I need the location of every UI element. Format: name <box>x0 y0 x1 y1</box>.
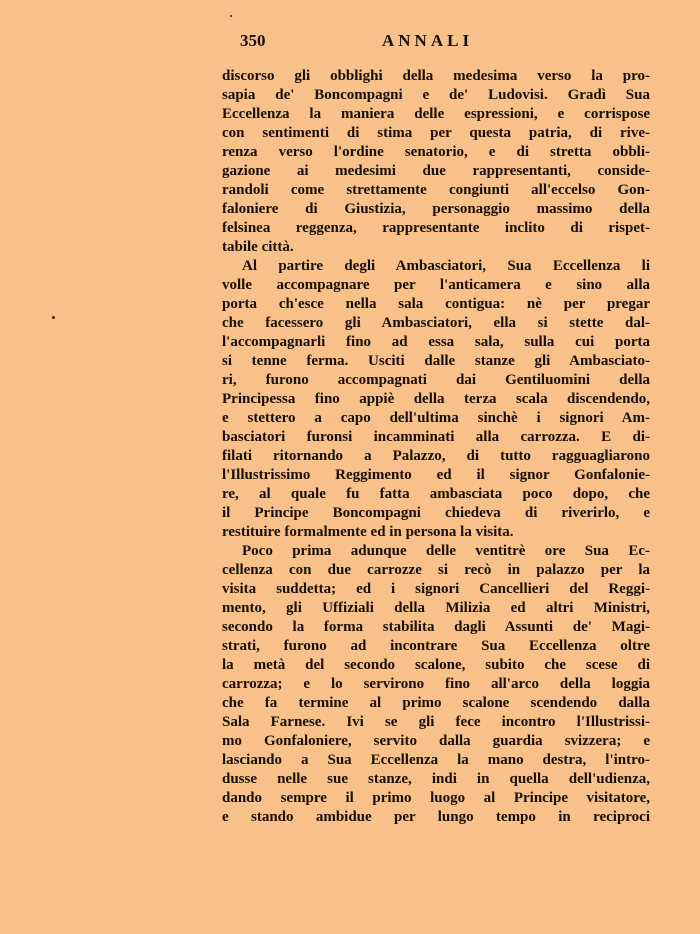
text-line: cellenza con due carrozze si recò in palazzo per la <box>222 562 650 578</box>
text-line: Principessa fino appiè della terza scala discendendo, <box>222 391 650 407</box>
text-line: Al partire degli Ambasciatori, Sua Eccellenza li <box>242 258 650 274</box>
text-line: e stando ambidue per lungo tempo in reciproci <box>222 809 650 825</box>
text-line: strati, furono ad incontrare Sua Eccellenza oltre <box>222 638 650 654</box>
text-line: re, al quale fu fatta ambasciata poco dopo, che <box>222 486 650 502</box>
text-line: tabile città. <box>222 239 294 255</box>
body-text <box>222 67 650 827</box>
text-line: gazione ai medesimi due rappresentanti, conside- <box>222 163 650 179</box>
text-line: che facessero gli Ambasciatori, ella si stette dal- <box>222 315 650 331</box>
text-line: la metà del secondo scalone, subito che scese di <box>222 657 650 673</box>
text-line: il Principe Boncompagni chiedeva di riverirlo, e <box>222 505 650 521</box>
print-speck <box>230 15 232 17</box>
text-line: secondo la forma stabilita dagli Assunti de' Magi- <box>222 619 650 635</box>
text-line: faloniere di Giustizia, personaggio massimo della <box>222 201 650 217</box>
text-line: Sala Farnese. Ivi se gli fece incontro l'Illustrissi- <box>222 714 650 730</box>
text-line: dusse nelle sue stanze, indi in quella dell'udienza, <box>222 771 650 787</box>
page-number: 350 <box>240 31 266 50</box>
text-line: randoli come strettamente congiunti all'eccelso Gon- <box>222 182 650 198</box>
paragraph <box>222 542 650 827</box>
text-line: mento, gli Uffiziali della Milizia ed altri Ministri, <box>222 600 650 616</box>
text-line: porta ch'esce nella sala contigua: nè per pregar <box>222 296 650 312</box>
text-line: ri, furono accompagnati dai Gentiluomini della <box>222 372 650 388</box>
text-line: Eccellenza la maniera delle espressioni, e corrispose <box>222 106 650 122</box>
text-line: carrozza; e lo servirono fino all'arco della loggia <box>222 676 650 692</box>
text-line: discorso gli obblighi della medesima verso la pro- <box>222 68 650 84</box>
text-line: l'Illustrissimo Reggimento ed il signor Gonfalonie- <box>222 467 650 483</box>
text-line: sapia de' Boncompagni e de' Ludovisi. Gradì Sua <box>222 87 650 103</box>
text-line: che fa termine al primo scalone scendendo dalla <box>222 695 650 711</box>
page-header <box>240 31 650 55</box>
text-line: lasciando a Sua Eccellenza la mano destra, l'intro- <box>222 752 650 768</box>
text-line: con sentimenti di stima per questa patria, di rive- <box>222 125 650 141</box>
text-line: mo Gonfaloniere, servito dalla guardia svizzera; e <box>222 733 650 749</box>
text-line: volle accompagnare per l'anticamera e sino alla <box>222 277 650 293</box>
text-line: e stettero a capo dell'ultima sinchè i signori Am- <box>222 410 650 426</box>
text-line: restituire formalmente ed in persona la visita. <box>222 524 514 540</box>
text-line: felsinea reggenza, rappresentante inclito di rispet- <box>222 220 650 236</box>
text-line: l'accompagnarli fino ad essa sala, sulla cui porta <box>222 334 650 350</box>
text-line: filati ritornando a Palazzo, di tutto ragguagliarono <box>222 448 650 464</box>
running-head: ANNALI <box>382 31 474 50</box>
text-line: visita suddetta; ed i signori Cancellieri del Reggi- <box>222 581 650 597</box>
text-line: basciatori furonsi incamminati alla carrozza. E di- <box>222 429 650 445</box>
paragraph <box>222 257 650 542</box>
print-speck <box>52 316 55 319</box>
paragraph <box>222 67 650 257</box>
text-line: dando sempre il primo luogo al Principe visitatore, <box>222 790 650 806</box>
text-line: renza verso l'ordine senatorio, e di stretta obbli- <box>222 144 650 160</box>
text-line: Poco prima adunque delle ventitrè ore Sua Ec- <box>242 543 650 559</box>
text-line: si tenne ferma. Usciti dalle stanze gli Ambasciato- <box>222 353 650 369</box>
